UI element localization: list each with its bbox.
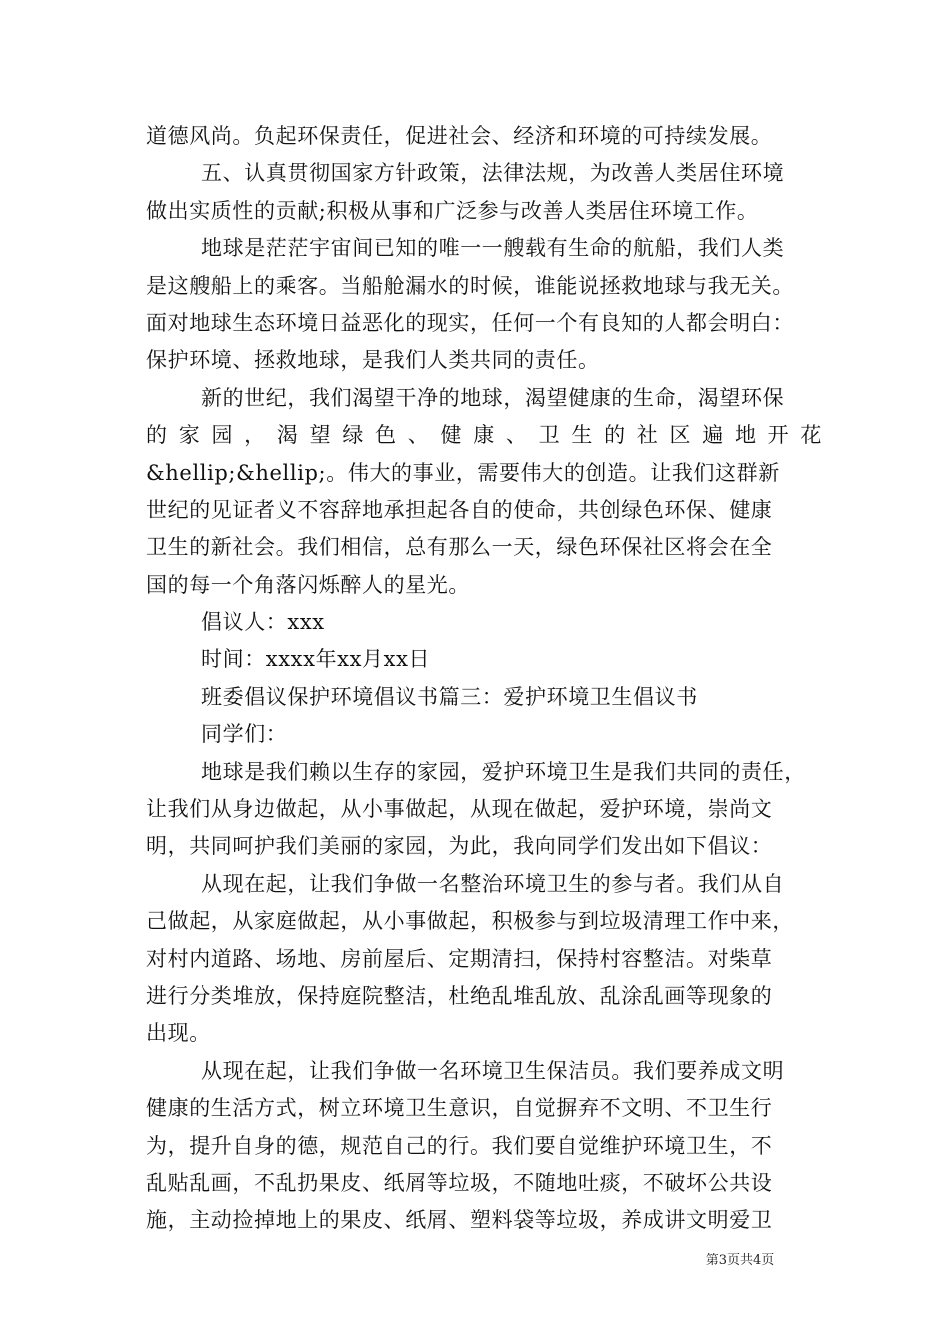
page-footer [0, 1249, 950, 1268]
text-line: 新的世纪，我们渴望干净的地球，渴望健康的生命，渴望环保 [201, 385, 785, 410]
text-line: 世纪的见证者义不容辞地承担起各自的使命，共创绿色环保、健康 [146, 497, 773, 522]
text-line: 国的每一个角落闪烁醉人的星光。 [146, 572, 470, 597]
text-line: 施，主动捡掉地上的果皮、纸屑、塑料袋等垃圾，养成讲文明爱卫 [146, 1208, 773, 1233]
text-glyph: 园 [211, 423, 234, 448]
text-glyph: 花 [800, 423, 822, 448]
text-line: 明，共同呵护我们美丽的家园，为此，我向同学们发出如下倡议： [146, 834, 773, 859]
text-glyph: ， [244, 423, 266, 448]
text-line: 做出实质性的贡献;积极从事和广泛参与改善人类居住环境工作。 [146, 198, 759, 223]
text-line: 是这艘船上的乘客。当船舱漏水的时候，谁能说拯救地球与我无关。 [146, 273, 794, 298]
text-line: 从现在起，让我们争做一名环境卫生保洁员。我们要养成文明 [201, 1058, 785, 1083]
text-glyph: 地 [734, 423, 757, 448]
text-line: 从现在起，让我们争做一名整治环境卫生的参与者。我们从自 [201, 871, 785, 896]
justified-line [146, 417, 822, 454]
text-line: 道德风尚。负起环保责任，促进社会、经济和环境的可持续发展。 [146, 124, 773, 148]
text-line: 己做起，从家庭做起，从小事做起，积极参与到垃圾清理工作中来， [146, 909, 794, 934]
text-line: 倡议人：xxx [201, 610, 325, 635]
text-glyph: 绿 [342, 423, 364, 448]
text-glyph: 望 [309, 423, 332, 448]
text-line: 卫生的新社会。我们相信，总有那么一天，绿色环保社区将会在全 [146, 535, 773, 560]
document-body [146, 118, 822, 1240]
text-glyph: 卫 [538, 423, 561, 448]
text-line: &hellip;&hellip;。伟大的事业，需要伟大的创造。让我们这群新 [146, 460, 780, 485]
text-line: 保护环境、拯救地球，是我们人类共同的责任。 [146, 348, 600, 373]
paragraph-block-1 [146, 118, 822, 417]
text-line: 进行分类堆放，保持庭院整洁，杜绝乱堆乱放、乱涂乱画等现象的 [146, 983, 773, 1008]
text-line: 面对地球生态环境日益恶化的现实，任何一个有良知的人都会明白： [146, 310, 794, 335]
text-line: 同学们： [201, 722, 288, 747]
text-line: 乱贴乱画，不乱扔果皮、纸屑等垃圾，不随地吐痰，不破坏公共设 [146, 1170, 773, 1195]
text-glyph: 渴 [276, 423, 299, 448]
text-line: 地球是我们赖以生存的家园，爱护环境卫生是我们共同的责任， [201, 759, 806, 784]
text-glyph: 、 [407, 423, 430, 448]
page-number: 第3页共4页 [705, 1253, 775, 1268]
text-glyph: 的 [604, 423, 626, 448]
text-glyph: 色 [375, 423, 397, 448]
text-line: 班委倡议保护环境倡议书篇三：爱护环境卫生倡议书 [201, 684, 698, 709]
text-line: 时间：xxxx年xx月xx日 [201, 647, 431, 672]
text-glyph: 开 [767, 423, 790, 448]
text-glyph: 、 [505, 423, 528, 448]
text-glyph: 遍 [702, 423, 724, 448]
text-glyph: 康 [473, 423, 495, 448]
text-line: 地球是茫茫宇宙间已知的唯一一艘载有生命的航船，我们人类 [201, 236, 785, 261]
paragraph-block-2 [146, 455, 822, 1240]
text-glyph: 社 [636, 423, 659, 448]
text-glyph: 的 [146, 423, 168, 448]
text-glyph: 生 [571, 423, 593, 448]
text-line: 出现。 [146, 1021, 211, 1046]
text-line: 让我们从身边做起，从小事做起，从现在做起，爱护环境，崇尚文 [146, 797, 773, 822]
text-glyph: 健 [440, 423, 463, 448]
text-line: 五、认真贯彻国家方针政策，法律法规，为改善人类居住环境 [201, 161, 785, 186]
text-glyph: 区 [669, 423, 692, 448]
text-line: 健康的生活方式，树立环境卫生意识，自觉摒弃不文明、不卫生行 [146, 1096, 773, 1121]
text-line: 为，提升自身的德，规范自己的行。我们要自觉维护环境卫生，不 [146, 1133, 773, 1158]
text-line: 对村内道路、场地、房前屋后、定期清扫，保持村容整洁。对柴草 [146, 946, 773, 971]
text-glyph: 家 [178, 423, 201, 448]
